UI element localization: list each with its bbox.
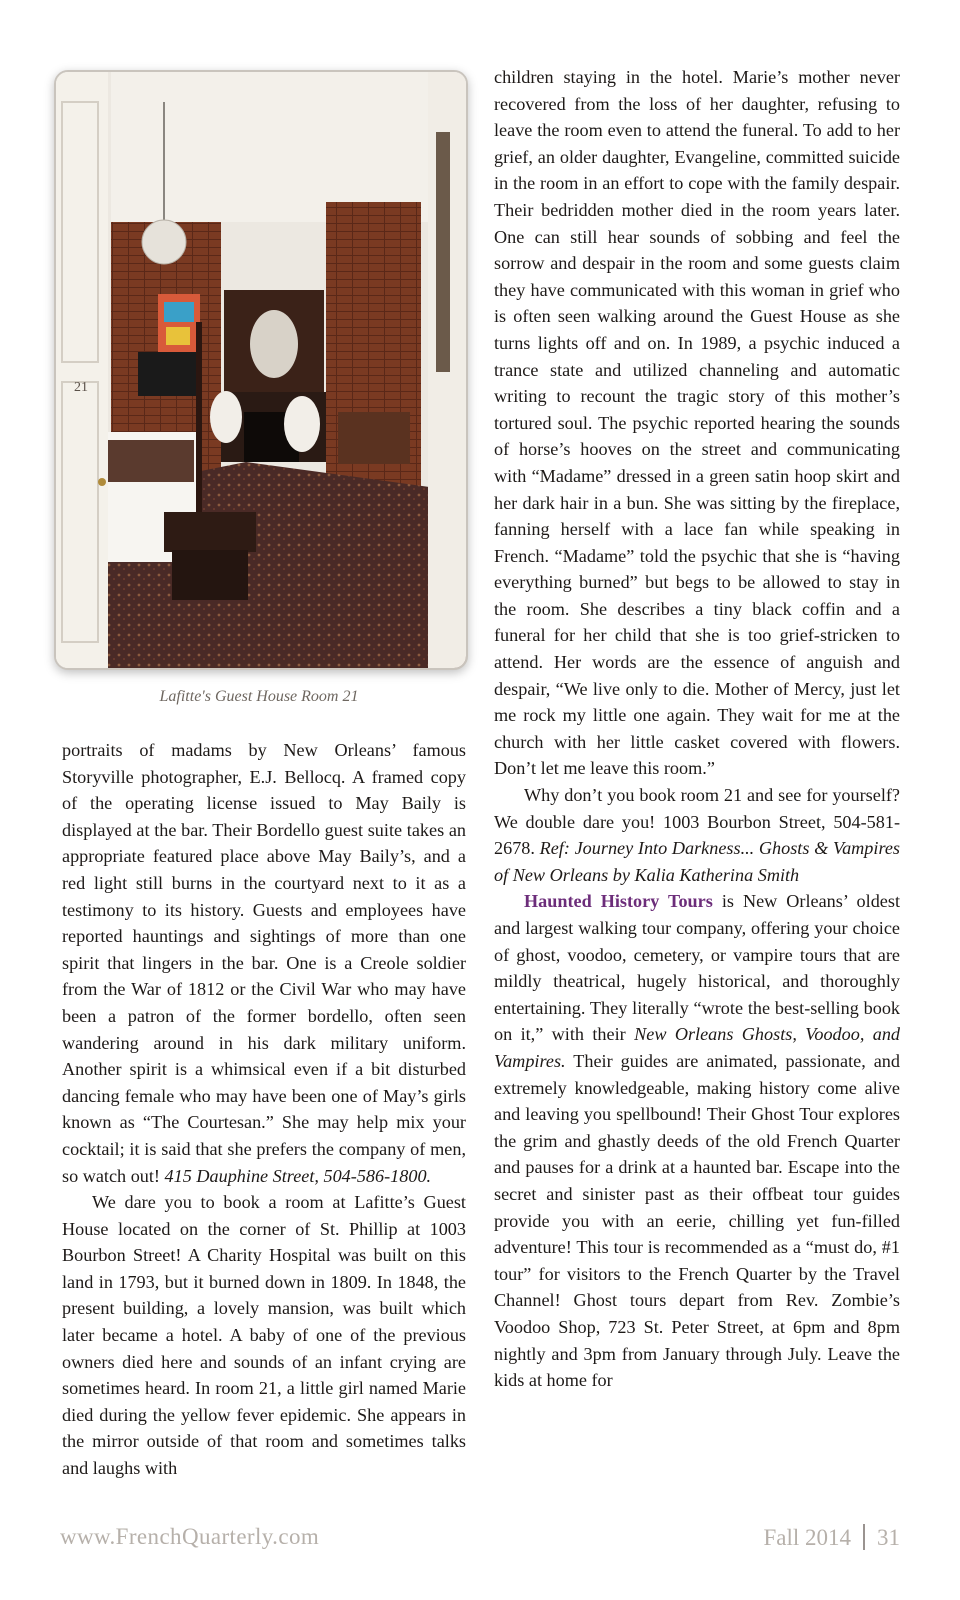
address-dauphine: 415 Dauphine Street, 504-586-1800. [164,1165,432,1186]
issue-label: Fall 2014 [763,1525,851,1550]
paragraph-marie-story: children staying in the hotel. Marie’s mother never recovered from the loss of her daughter, refusing to leave the room even to attend the funeral. To add to her grief, an older daughter, Evangeline, committed suicide in the room in an effort to cope with the family despair. Their bedridden mother died in the room years later. One can still hear sounds of sobbing and feel the sorrow and despair in the room and some guests claim they have communicated with this woman in grief who is often seen walking around the Guest House as she turns lights off and on. In 1989, a psychic induced a trance state and utilized channeling and automatic writing to recount the tragic story of this mother’s tortured soul. The psychic reported hearing the sounds of horse’s hooves on the street and communicating with “Madame” dressed in a green satin hoop skirt and her dark hair in a bun. She was sitting by the fireplace, fanning herself with a lace fan while speaking in French. “Madame” told the psychic that she is “having everything burned” but begs to be allowed to stay in the room. She describes a tiny black coffin and a funeral for her child that she is too grief-stricken to attend. Her words are the essence of anguish and despair, “We live only to die. Mother of Mercy, just let me rock my little one again. They wait for me at the church with her little casket covered with flowers. Don’t let me leave this room.” [494,67,900,779]
bedroom-illustration [56,72,466,668]
photo-caption: Lafitte's Guest House Room 21 [159,688,359,705]
paragraph-may-bailys [62,737,466,1189]
paragraph-text: is New Orleans’ oldest and largest walking tour company, offering your choice of ghost, voodoo, cemetery, or vampire tours that are mildly theatrical, hugely historical, and thoroughly entertaining. They literally “wrote the best-selling book on it,” with their [494,891,900,1045]
brand-name: Haunted History Tours [524,891,713,912]
left-column [62,737,466,1482]
room-photo [54,70,468,670]
page-number: 31 [877,1525,900,1550]
paragraph-haunted-tours [494,888,900,1393]
divider [863,1524,865,1550]
paragraph-book-room [494,782,900,888]
paragraph-text: portraits of madams by New Orleans’ famous Storyville photographer, E.J. Bellocq. A framed copy of the operating license issued to May Baily is displayed at the bar. Their Bordello guest suite takes an appropriate featured place above May Baily’s, and a red light still burns in the courtyard next to it as a testimony to its history. Guests and employees have reported hauntings and sightings of more than one spirit that lingers in the bar. One is a Creole soldier from the War of 1812 or the Civil War who may have been a patron of the former bordello, often seen wandering around in his dark military uniform. Another spirit is a whimsical even if a bit disturbed dancing female who may have been one of May’s girls known as “The Courtesan.” She may help mix your cocktail; it is said that she prefers the company of men, so watch out! [62,740,466,1186]
issue-info [763,1524,900,1551]
page-footer [60,1524,900,1560]
paragraph-text: Their guides are animated, passionate, and extremely knowledgeable, making history come alive and leaving you spellbound! Their Ghost Tour explores the grim and ghastly deeds of the old French Quarter and pauses for a drink at a haunted bar. Escape into the secret and sinister past as their offbeat tour guides provide you with an eerie, chilling yet fun-filled adventure! This tour is recommended as a “must do, #1 tour” for visitors to the French Quarter by the Travel Channel! Ghost tours depart from Rev. Zombie’s Voodoo Shop, 723 St. Peter Street, at 6pm and 8pm nightly and 3pm from January through July. Leave the kids at home for [494,1050,900,1391]
reference-citation: Ref: Journey Into Darkness... Ghosts & Vampires of New Orleans by Kalia Katherina Smith [494,838,900,885]
door-number-label: 21 [74,380,88,395]
paragraph-lafittes: We dare you to book a room at Lafitte’s Guest House located on the corner of St. Phillip at 1003 Bourbon Street! A Charity Hospital was built on this land in 1793, but it burned down in 1809. In 1848, the present building, a lovely mansion, was built which later became a hotel. A baby of one of the previous owners died here and sounds of an infant crying are sometimes heard. In room 21, a little girl named Marie died during the yellow fever epidemic. She appears in the mirror outside of that room and sometimes talks and laughs with [62,1192,466,1479]
website-link[interactable]: www.FrenchQuarterly.com [60,1524,320,1549]
right-column [494,64,900,1394]
paragraph-text: Why don’t you book room 21 and see for yourself? We double dare you! 1003 Bourbon Street, 504-581-2678. [494,785,900,859]
book-title: New Orleans Ghosts, Voodoo, and Vampires. [494,1024,901,1071]
